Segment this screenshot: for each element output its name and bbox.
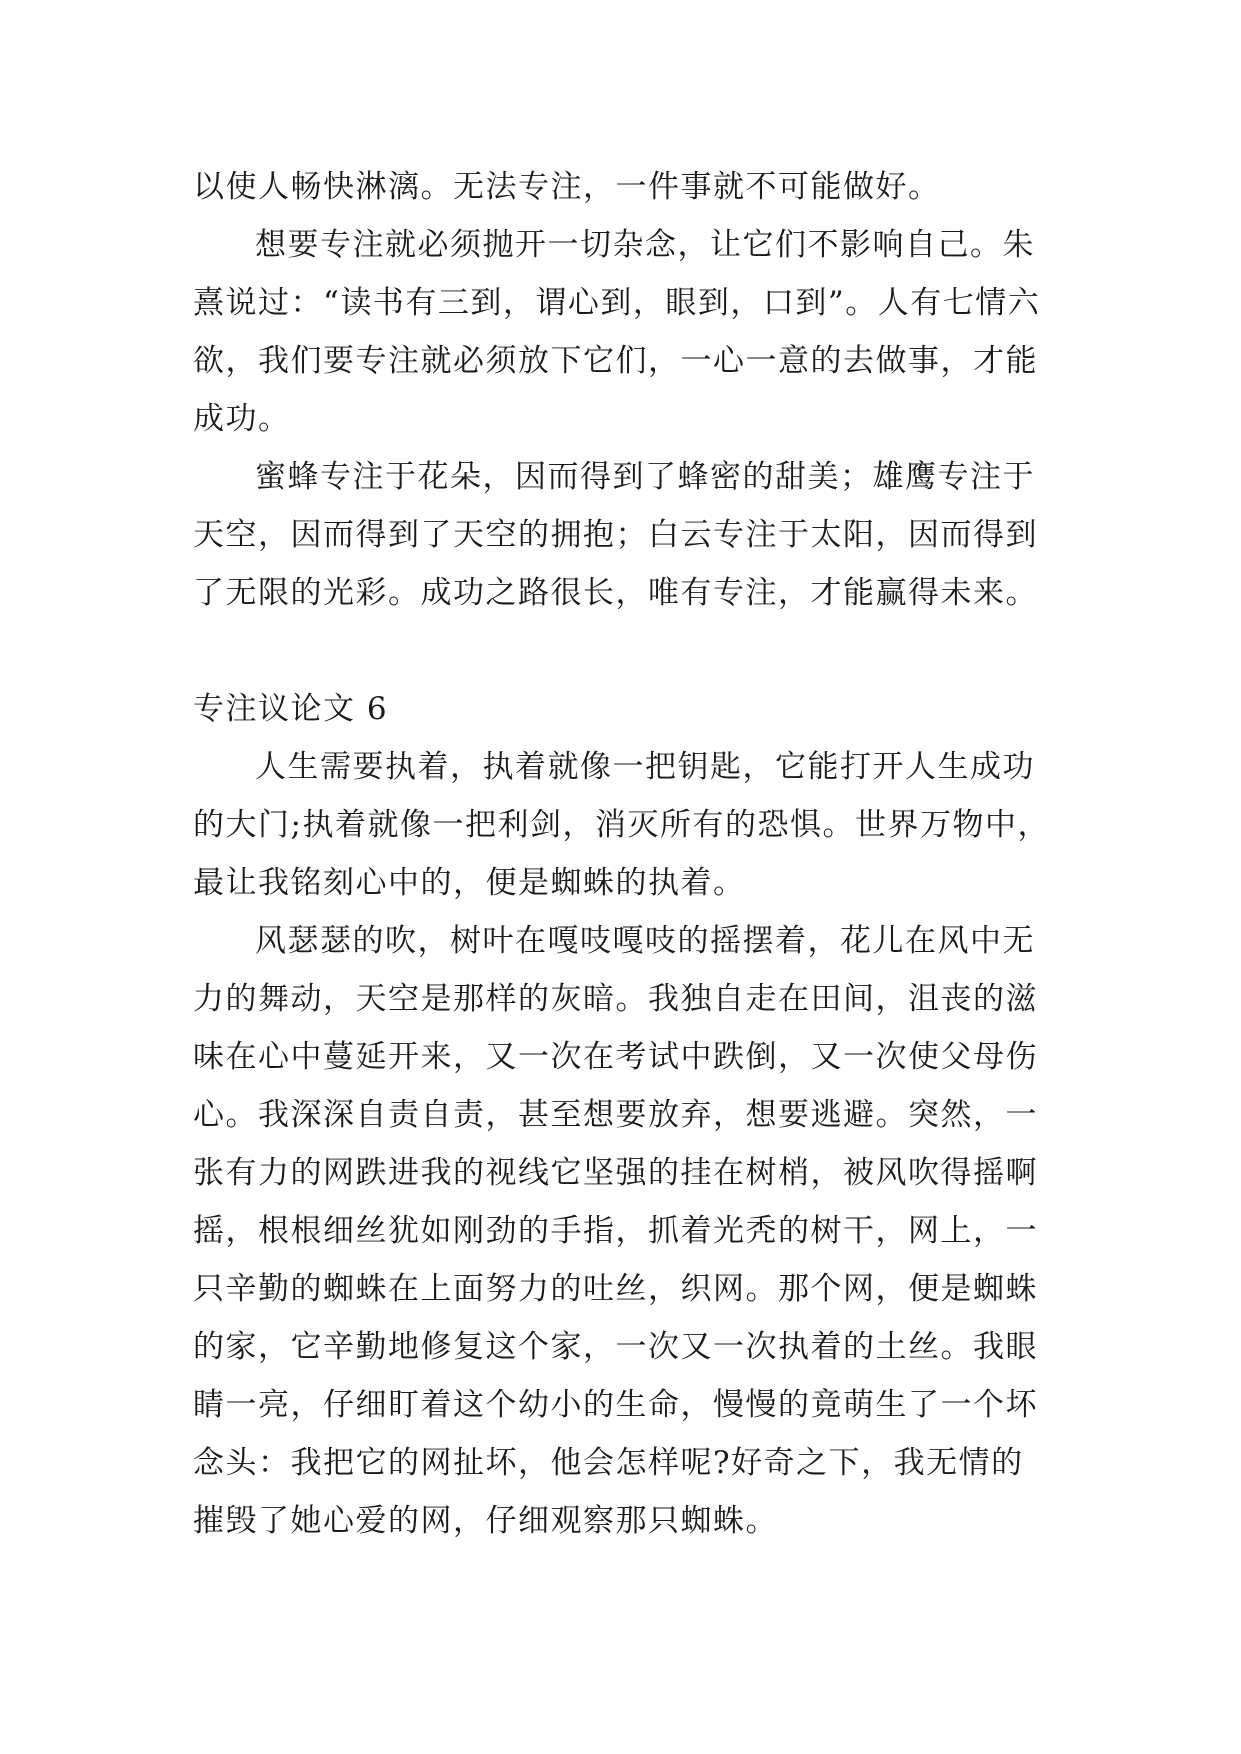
paragraph-line: 力的舞动，天空是那样的灰暗。我独自走在田间，沮丧的滋 bbox=[193, 981, 1038, 1017]
paragraph-line: 的家，它辛勤地修复这个家，一次又一次执着的土丝。我眼 bbox=[193, 1329, 1038, 1365]
section-spacer bbox=[193, 622, 1063, 680]
document-page bbox=[193, 158, 1063, 1550]
paragraph-line: 最让我铭刻心中的，便是蜘蛛的执着。 bbox=[193, 865, 746, 901]
paragraph-line: 摧毁了她心爱的网，仔细观察那只蜘蛛。 bbox=[193, 1503, 778, 1539]
paragraph-line: 风瑟瑟的吹，树叶在嘎吱嘎吱的摇摆着，花儿在风中无 bbox=[255, 923, 1035, 959]
paragraph-line: 熹说过：“读书有三到，谓心到，眼到，口到”。人有七情六 bbox=[193, 285, 1041, 321]
section-heading: 专注议论文 6 bbox=[193, 691, 389, 727]
paragraph-line: 想要专注就必须抛开一切杂念，让它们不影响自己。朱 bbox=[255, 227, 1035, 263]
paragraph-line: 睛一亮，仔细盯着这个幼小的生命，慢慢的竟萌生了一个坏 bbox=[193, 1387, 1038, 1423]
paragraph-line: 天空，因而得到了天空的拥抱；白云专注于太阳，因而得到 bbox=[193, 517, 1038, 553]
paragraph-line: 摇，根根细丝犹如刚劲的手指，抓着光秃的树干，网上，一 bbox=[193, 1213, 1038, 1249]
paragraph-line: 蜜蜂专注于花朵，因而得到了蜂密的甜美；雄鹰专注于 bbox=[255, 459, 1035, 495]
paragraph-line: 张有力的网跌进我的视线它坚强的挂在树梢，被风吹得摇啊 bbox=[193, 1155, 1038, 1191]
paragraph-line: 人生需要执着，执着就像一把钥匙，它能打开人生成功 bbox=[255, 749, 1035, 785]
paragraph-line: 的大门;执着就像一把利剑，消灭所有的恐惧。世界万物中， bbox=[193, 807, 1050, 843]
paragraph-line: 以使人畅快淋漓。无法专注，一件事就不可能做好。 bbox=[193, 169, 941, 205]
paragraph-line: 欲，我们要专注就必须放下它们，一心一意的去做事，才能 bbox=[193, 343, 1038, 379]
paragraph-line: 了无限的光彩。成功之路很长，唯有专注，才能赢得未来。 bbox=[193, 575, 1038, 611]
paragraph-line: 味在心中蔓延开来，又一次在考试中跌倒，又一次使父母伤 bbox=[193, 1039, 1038, 1075]
paragraph-line: 心。我深深自责自责，甚至想要放弃，想要逃避。突然，一 bbox=[193, 1097, 1038, 1133]
paragraph-line: 成功。 bbox=[193, 401, 291, 437]
paragraph-line: 念头：我把它的网扯坏，他会怎样呢?好奇之下，我无情的 bbox=[193, 1445, 1024, 1481]
paragraph-line: 只辛勤的蜘蛛在上面努力的吐丝，织网。那个网，便是蜘蛛 bbox=[193, 1271, 1038, 1307]
